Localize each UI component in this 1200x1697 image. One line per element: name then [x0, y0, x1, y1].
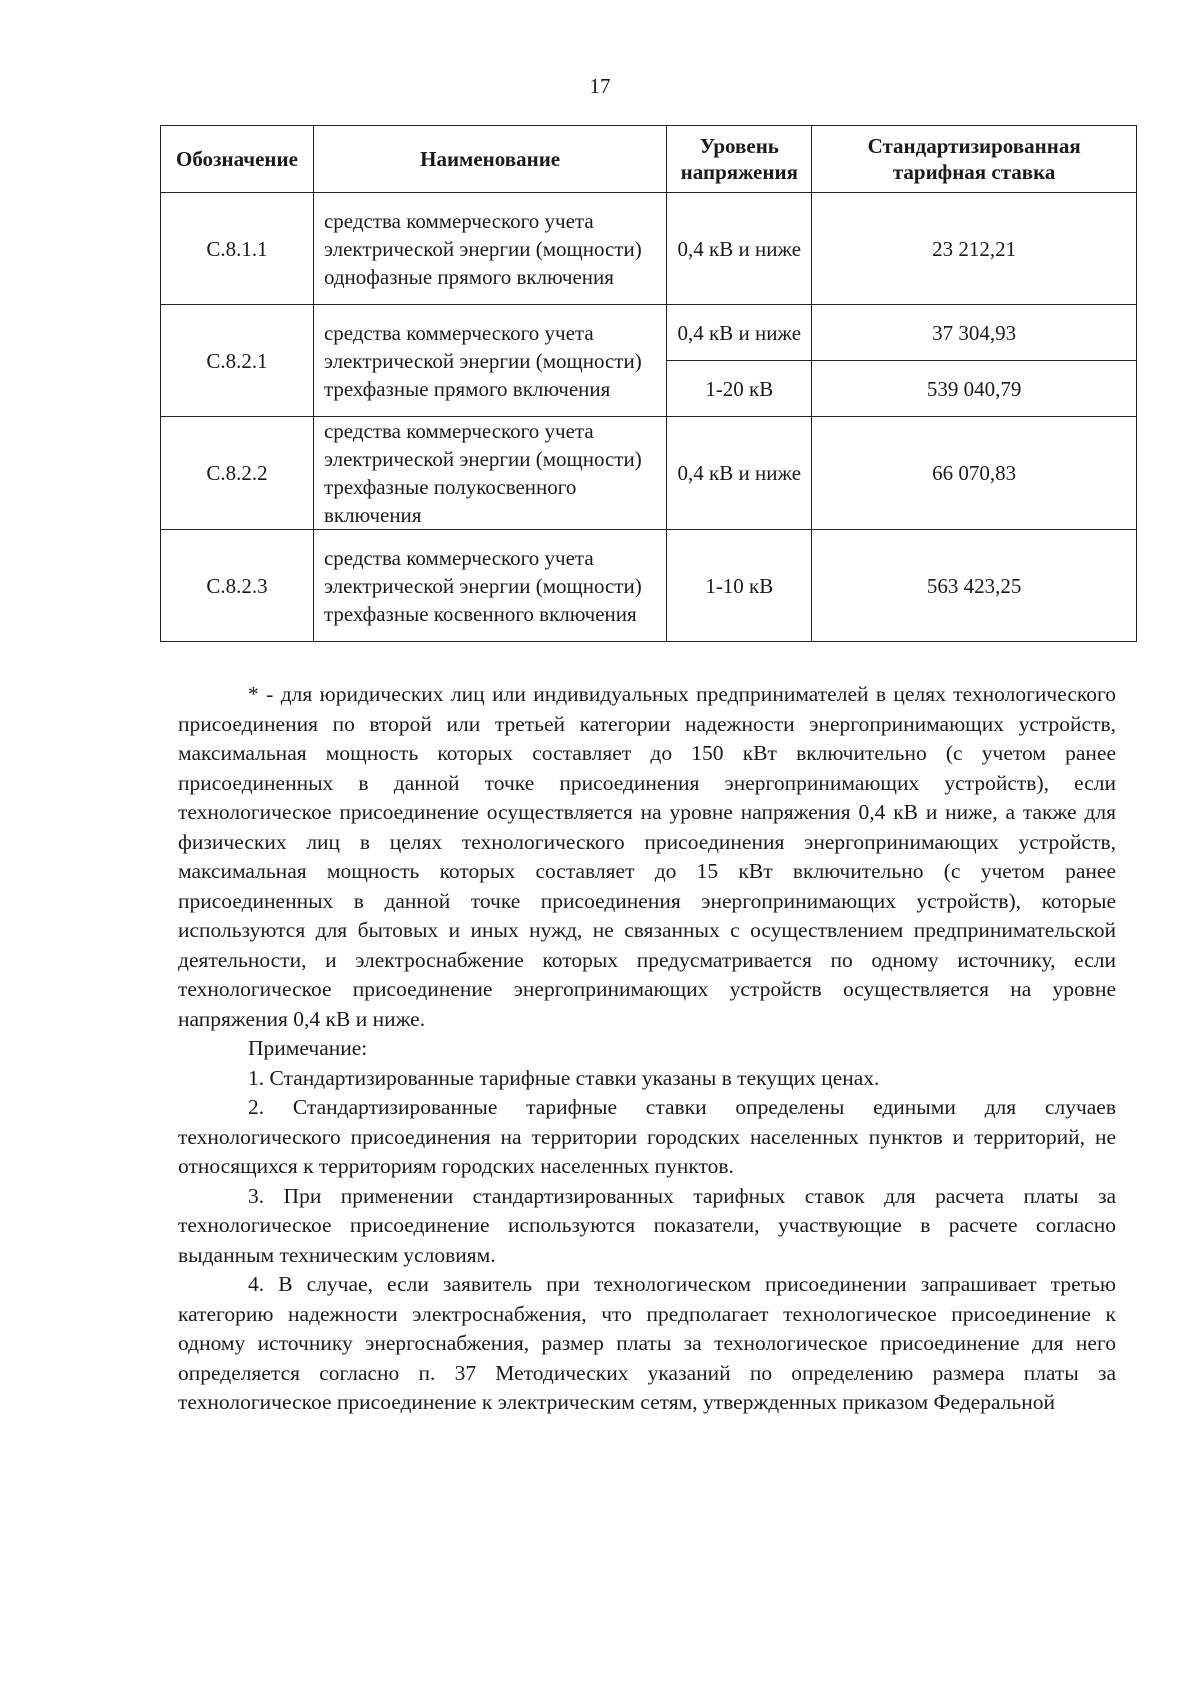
row-code: С.8.1.1 [161, 193, 314, 305]
header-code: Обозначение [161, 126, 314, 193]
note-title: Примечание: [248, 1036, 368, 1060]
row-voltage-level: 0,4 кВ и ниже [667, 417, 812, 530]
row-code: С.8.2.3 [161, 530, 314, 642]
table-row [161, 193, 1137, 305]
row-name: средства коммерческого учета электрической энергии (мощности) трехфазные прямого включения [313, 305, 666, 417]
page-number: 17 [589, 74, 611, 98]
row-voltage-level: 0,4 кВ и ниже [667, 305, 812, 361]
row-rate: 563 423,25 [812, 530, 1137, 642]
row-rate: 23 212,21 [812, 193, 1137, 305]
note-item: 3. При применении стандартизированных тарифных ставок для расчета платы за технологическое присоединение используются показатели, участвующие в расчете согласно выданным техническим условиям. [178, 1183, 1116, 1267]
row-code: С.8.2.2 [161, 417, 314, 530]
row-name: средства коммерческого учета электрической энергии (мощности) трехфазные косвенного включения [313, 530, 666, 642]
row-voltage-level: 0,4 кВ и ниже [667, 193, 812, 305]
footnote: * - для юридических лиц или индивидуальных предпринимателей в целях технологического присоединения по второй или третьей категории надежности энергопринимающих устройств, максимальная мощность которых составляет до 150 кВт включительно (с учетом ранее присоединенных в данной точке присоединения энергопринимающих устройств), если технологическое присоединение осуществляется на уровне напряжения 0,4 кВ и ниже, а также для физических лиц в целях технологического присоединения энергопринимающих устройств, максимальная мощность которых составляет до 15 кВт включительно (с учетом ранее присоединенных в данной точке присоединения энергопринимающих устройств), которые используются для бытовых и иных нужд, не связанных с осуществлением предпринимательской деятельности, и электроснабжение которых предусматривается по одному источнику, если технологическое присоединение энергопринимающих устройств осуществляется на уровне напряжения 0,4 кВ и ниже. [178, 682, 1116, 1031]
row-name: средства коммерческого учета электрической энергии (мощности) однофазные прямого включения [313, 193, 666, 305]
row-code: С.8.2.1 [161, 305, 314, 417]
row-rate: 37 304,93 [812, 305, 1137, 361]
tariff-table [160, 125, 1137, 642]
header-rate: Стандартизированная тарифная ставка [812, 126, 1137, 193]
row-rate: 66 070,83 [812, 417, 1137, 530]
table-row [161, 530, 1137, 642]
row-voltage-level: 1-20 кВ [667, 361, 812, 417]
note-item: 4. В случае, если заявитель при технологическом присоединении запрашивает третью категорию надежности электроснабжения, что предполагает технологическое присоединение к одному источнику энергоснабжения, размер платы за технологическое присоединение для него определяется согласно п. 37 Методических указаний по определению размера платы за технологическое присоединение к электрическим сетям, утвержденных приказом Федеральной [178, 1272, 1116, 1414]
header-level: Уровень напряжения [667, 126, 812, 193]
note-item: 2. Стандартизированные тарифные ставки определены едиными для случаев технологического присоединения на территории городских населенных пунктов и территорий, не относящихся к территориям городских населенных пунктов. [178, 1095, 1116, 1178]
header-name: Наименование [313, 126, 666, 193]
table-header-row [161, 126, 1137, 193]
row-name: средства коммерческого учета электрической энергии (мощности) трехфазные полукосвенного включения [313, 417, 666, 530]
note-item: 1. Стандартизированные тарифные ставки указаны в текущих ценах. [248, 1065, 880, 1090]
row-rate: 539 040,79 [812, 361, 1137, 417]
table-row [161, 417, 1137, 530]
table-row [161, 305, 1137, 361]
row-voltage-level: 1-10 кВ [667, 530, 812, 642]
body-text [178, 680, 1116, 1418]
